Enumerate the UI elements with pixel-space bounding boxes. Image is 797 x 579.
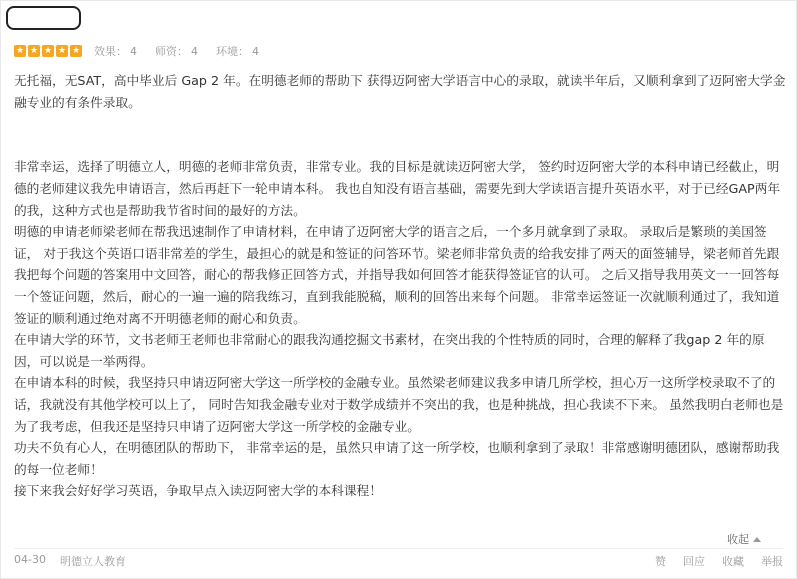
reply-button[interactable]: 回应 — [683, 555, 705, 568]
chevron-up-icon — [753, 537, 761, 542]
star-icon: ★ — [15, 46, 25, 56]
divider — [14, 548, 783, 549]
review-paragraph: 接下来我会好好学习英语，争取早点入读迈阿密大学的本科课程！ — [14, 483, 382, 499]
review-footer — [14, 553, 783, 571]
review-paragraph: 功夫不负有心人，在明德团队的帮助下， 非常幸运的是，虽然只申请了这一所学校，也顺利拿到了录取！非常感谢明德团队，感谢帮助我的每一位老师！ — [14, 440, 780, 477]
report-button[interactable]: 举报 — [761, 555, 783, 568]
metric-teachers: 师资： 4 — [155, 45, 198, 58]
shop-name-link[interactable]: 明德立人教育 — [60, 555, 126, 568]
review-actions — [655, 553, 783, 569]
rating-row — [14, 43, 277, 59]
review-paragraph: 无托福，无SAT，高中毕业后 Gap 2 年。在明德老师的帮助下 获得迈阿密大学语言中心的录取，就读半年后，又顺利拿到了迈阿密大学金融专业的有条件录取。 — [14, 73, 786, 110]
star-icon: ★ — [29, 46, 39, 56]
star-icon: ★ — [57, 46, 67, 56]
metric-effect: 效果： 4 — [94, 45, 137, 58]
review-paragraph: 在申请本科的时候，我坚持只申请迈阿密大学这一所学校的金融专业。虽然梁老师建议我多申请几所学校，担心万一这所学校录取不了的话，我就没有其他学校可以上了， 同时告知我金融专业对于数学成绩并不突出的我，也是种挑战，担心我读不下来。 虽然我明白老师也是为了我考虑，但我还是坚持只申请了迈阿密大学这一所学校的金融专业。 — [14, 375, 784, 434]
star-rating — [14, 45, 82, 57]
collapse-button[interactable] — [727, 531, 761, 547]
redacted-username — [6, 6, 81, 30]
star-icon: ★ — [71, 46, 81, 56]
paragraph-spacer — [14, 113, 789, 135]
review-paragraph: 明德的申请老师梁老师在帮我迅速制作了申请材料，在申请了迈阿密大学的语言之后，一个多月就拿到了录取。 录取后是繁琐的美国签证， 对于我这个英语口语非常差的学生，最担心的就是和签证的问答环节。梁老师非常负责的给我安排了两天的面签辅导，梁老师首先跟我把每个问题的答案用中文回答，耐心的帮我修正回答方式，并指导我如何回答才能获得签证官的认可。 之后又指导我用英文一一回答每一个签证问题，然后，耐心的一遍一遍的陪我练习，直到我能脱稿，顺利的回答出来每个问题。 非常幸运签证一次就顺利通过了，我知道签证的顺利通过绝对离不开明德老师的耐心和负责。 — [14, 224, 780, 326]
collapse-label: 收起 — [727, 533, 749, 546]
like-button[interactable]: 赞 — [655, 555, 666, 568]
star-icon: ★ — [43, 46, 53, 56]
review-content — [14, 70, 789, 502]
favorite-button[interactable]: 收藏 — [722, 555, 744, 568]
paragraph-spacer — [14, 135, 789, 157]
review-date: 04-30 — [14, 553, 46, 566]
review-paragraph: 在申请大学的环节，文书老师王老师也非常耐心的跟我沟通挖掘文书素材，在突出我的个性特质的同时，合理的解释了我gap 2 年的原因，可以说是一举两得。 — [14, 332, 765, 369]
review-paragraph: 非常幸运，选择了明德立人，明德的老师非常负责，非常专业。我的目标是就读迈阿密大学， 签约时迈阿密大学的本科申请已经截止，明德的老师建议我先申请语言，然后再赶下一轮申请本科。 我也自知没有语言基础，需要先到大学读语言提升英语水平，对于已经GAP两年的我，这种方式也是帮助我节省时间的最好的方法。 — [14, 159, 781, 218]
metric-environment: 环境： 4 — [216, 45, 259, 58]
